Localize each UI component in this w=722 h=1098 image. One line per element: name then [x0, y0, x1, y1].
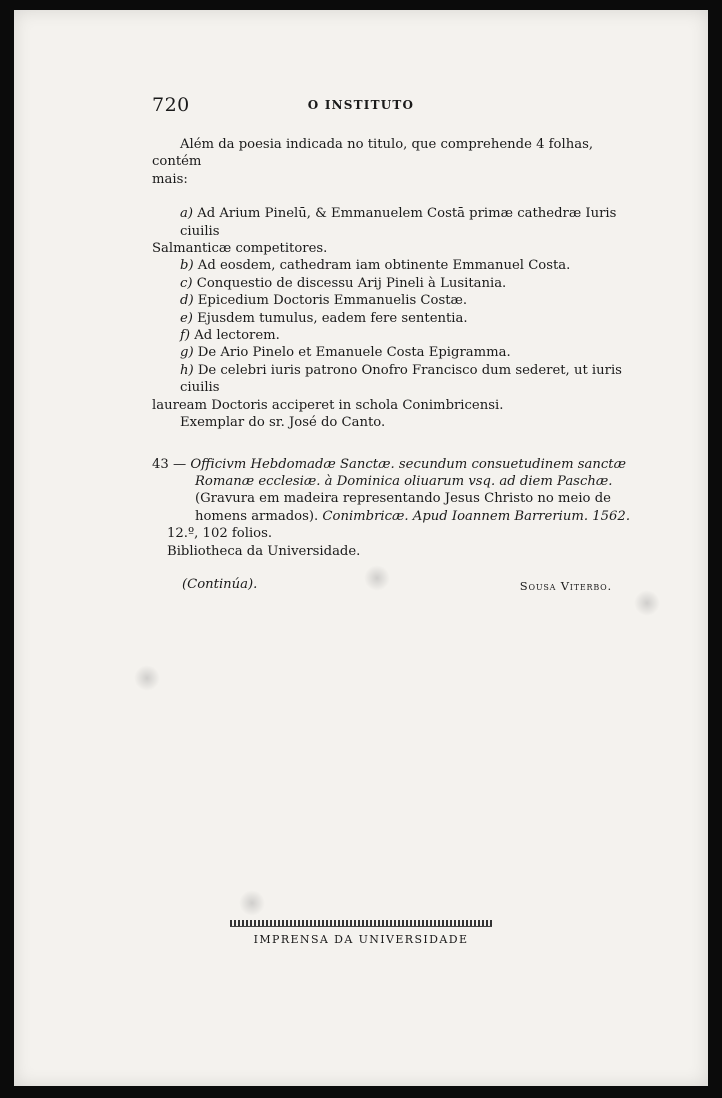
item-text: Ad Arium Pinelū, & Emmanuelem Costā primæ cathedræ Iuris ciuilis [180, 206, 617, 239]
catalog-entry [152, 456, 632, 526]
item-label: f) [180, 328, 191, 344]
list-item [152, 344, 632, 361]
paper-speck [239, 890, 265, 916]
item-text: Conquestio de discessu Arij Pineli à Lusitania. [196, 275, 507, 291]
item-label: g) [180, 345, 194, 361]
item-text: Ejusdem tumulus, eadem fere sententia. [197, 310, 468, 326]
item-text: Epicedium Doctoris Emmanuelis Costæ. [197, 293, 468, 309]
page-number: 720 [152, 94, 190, 116]
entry-format: 12.º, 102 folios. [167, 526, 273, 542]
intro-paragraph [152, 136, 632, 188]
page-header [14, 94, 708, 118]
footer-ornament-rule [230, 920, 492, 927]
printer-imprint: IMPRENSA DA UNIVERSIDADE [253, 933, 469, 946]
item-text: Ad lectorem. [194, 328, 280, 344]
entry-location: Bibliotheca da Universidade. [167, 543, 361, 559]
list-item-continuation: lauream Doctoris acciperet in schola Conimbricensi. [152, 397, 504, 413]
continua-note: (Continúa). [182, 576, 258, 592]
item-label: a) [180, 206, 194, 222]
entry-number: 43 — [152, 456, 187, 472]
item-text: De celebri iuris patrono Onofro Francisco dum sederet, ut iuris ciuilis [180, 362, 622, 396]
intro-line-2: mais: [152, 171, 188, 187]
item-label: c) [180, 275, 193, 291]
page-footer [14, 920, 708, 946]
item-label: e) [180, 310, 193, 326]
entry-imprint: Conimbricæ. Apud Ioannem Barrerium. 1562. [322, 508, 631, 524]
list-item [152, 275, 632, 292]
item-label: b) [180, 258, 194, 274]
item-text: Ad eosdem, cathedram iam obtinente Emmanuel Costa. [197, 258, 571, 274]
item-label: d) [180, 293, 194, 309]
closing-line [152, 576, 632, 596]
item-text: De Ario Pinelo et Emanuele Costa Epigramma. [197, 345, 511, 361]
list-item [152, 257, 632, 274]
list-item-continuation: Salmanticæ competitores. [152, 241, 328, 257]
list-item [152, 205, 632, 240]
exemplar-note: Exemplar do sr. José do Canto. [180, 415, 386, 431]
list-item [152, 327, 632, 344]
list-item [152, 310, 632, 327]
entry-description: (Gravura em madeira representando Jesus Christo no meio de homens armados). [195, 491, 611, 524]
list-item [152, 362, 632, 397]
page-body [152, 136, 632, 596]
item-label: h) [180, 362, 194, 378]
entry-title: Officivm Hebdomadæ Sanctæ. secundum consuetudinem sanctæ Romanæ ecclesiæ. à Dominica oliuarum vsq. ad diem Paschæ. [190, 456, 626, 489]
paper-speck [134, 665, 160, 691]
paper-speck [634, 590, 660, 616]
running-title: O INSTITUTO [307, 98, 415, 112]
list-item [152, 292, 632, 309]
document-page [14, 10, 708, 1086]
author-signature: Sousa Viterbo. [519, 578, 612, 593]
intro-line-1: Além da poesia indicada no titulo, que comprehende 4 folhas, contém [152, 137, 594, 170]
